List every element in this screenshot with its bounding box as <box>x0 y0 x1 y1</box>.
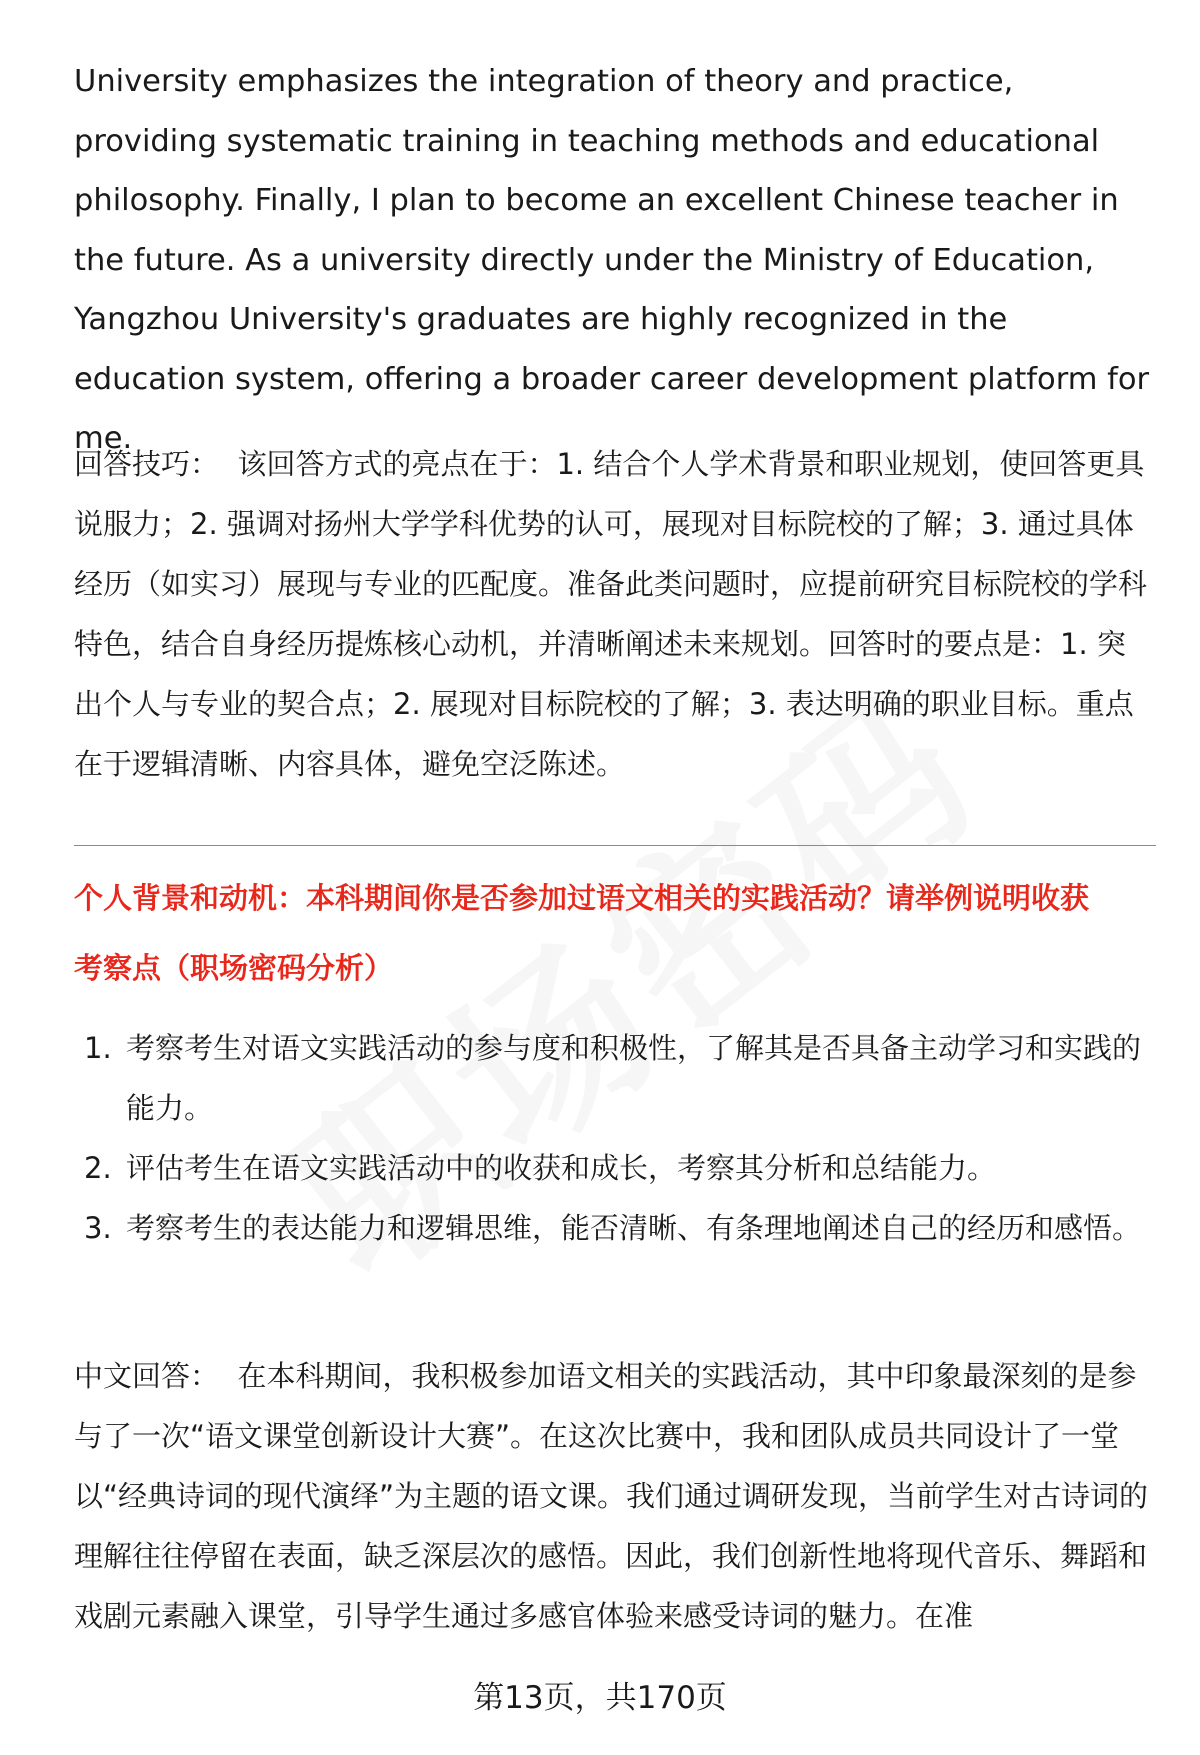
list-item-number: 3. <box>84 1211 112 1245</box>
intro-paragraph-en: University emphasizes the integration of theory and practice, providing systematic training in teaching methods and educational philosophy. Finally, I plan to become an excellent Chinese teacher in the future. As a university directly under the Ministry of Education, Yangzhou University's graduates are highly recognized in the education system, offering a broader career development platform for me. <box>74 64 1150 456</box>
answer-text: 在本科期间，我积极参加语文相关的实践活动，其中印象最深刻的是参与了一次“语文课堂创新设计大赛”。在这次比赛中，我和团队成员共同设计了一堂以“经典诗词的现代演绎”为主题的语文课。我们通过调研发现，当前学生对古诗词的理解往往停留在表面，缺乏深层次的感悟。因此，我们创新性地将现代音乐、舞蹈和戏剧元素融入课堂，引导学生通过多感官体验来感受诗词的魅力。在准 <box>74 1359 1149 1633</box>
assessment-subtitle: 考察点（职场密码分析） <box>74 951 394 985</box>
section-divider <box>74 845 1156 846</box>
answer-label: 中文回答： <box>74 1359 220 1393</box>
list-item-text: 评估考生在语文实践活动中的收获和成长，考察其分析和总结能力。 <box>126 1151 997 1185</box>
list-item-text: 考察考生的表达能力和逻辑思维，能否清晰、有条理地阐述自己的经历和感悟。 <box>126 1211 1142 1245</box>
page-footer: 第13页，共170页 <box>473 1680 727 1716</box>
tips-label: 回答技巧： <box>74 447 220 481</box>
list-item-text: 考察考生对语文实践活动的参与度和积极性，了解其是否具备主动学习和实践的能力。 <box>126 1031 1142 1125</box>
answer-paragraph <box>74 1346 1154 1646</box>
list-item <box>74 1138 1156 1198</box>
list-item <box>74 1018 1156 1138</box>
list-item <box>74 1198 1156 1258</box>
list-item-number: 1. <box>84 1031 112 1065</box>
assessment-points-list <box>74 1018 1156 1258</box>
tips-text: 该回答方式的亮点在于：1. 结合个人学术背景和职业规划，使回答更具说服力；2. 强调对扬州大学学科优势的认可，展现对目标院校的了解；3. 通过具体经历（如实习）展现与专业的匹配度。准备此类问题时，应提前研究目标院校的学科特色，结合自身经历提炼核心动机，并清晰阐述未来规划。回答时的要点是：1. 突出个人与专业的契合点；2. 展现对目标院校的了解；3. 表达明确的职业目标。重点在于逻辑清晰、内容具体，避免空泛陈述。 <box>74 447 1148 781</box>
tips-paragraph <box>74 434 1154 794</box>
question-title: 个人背景和动机：本科期间你是否参加过语文相关的实践活动？请举例说明收获 <box>74 881 1090 915</box>
list-item-number: 2. <box>84 1151 112 1185</box>
